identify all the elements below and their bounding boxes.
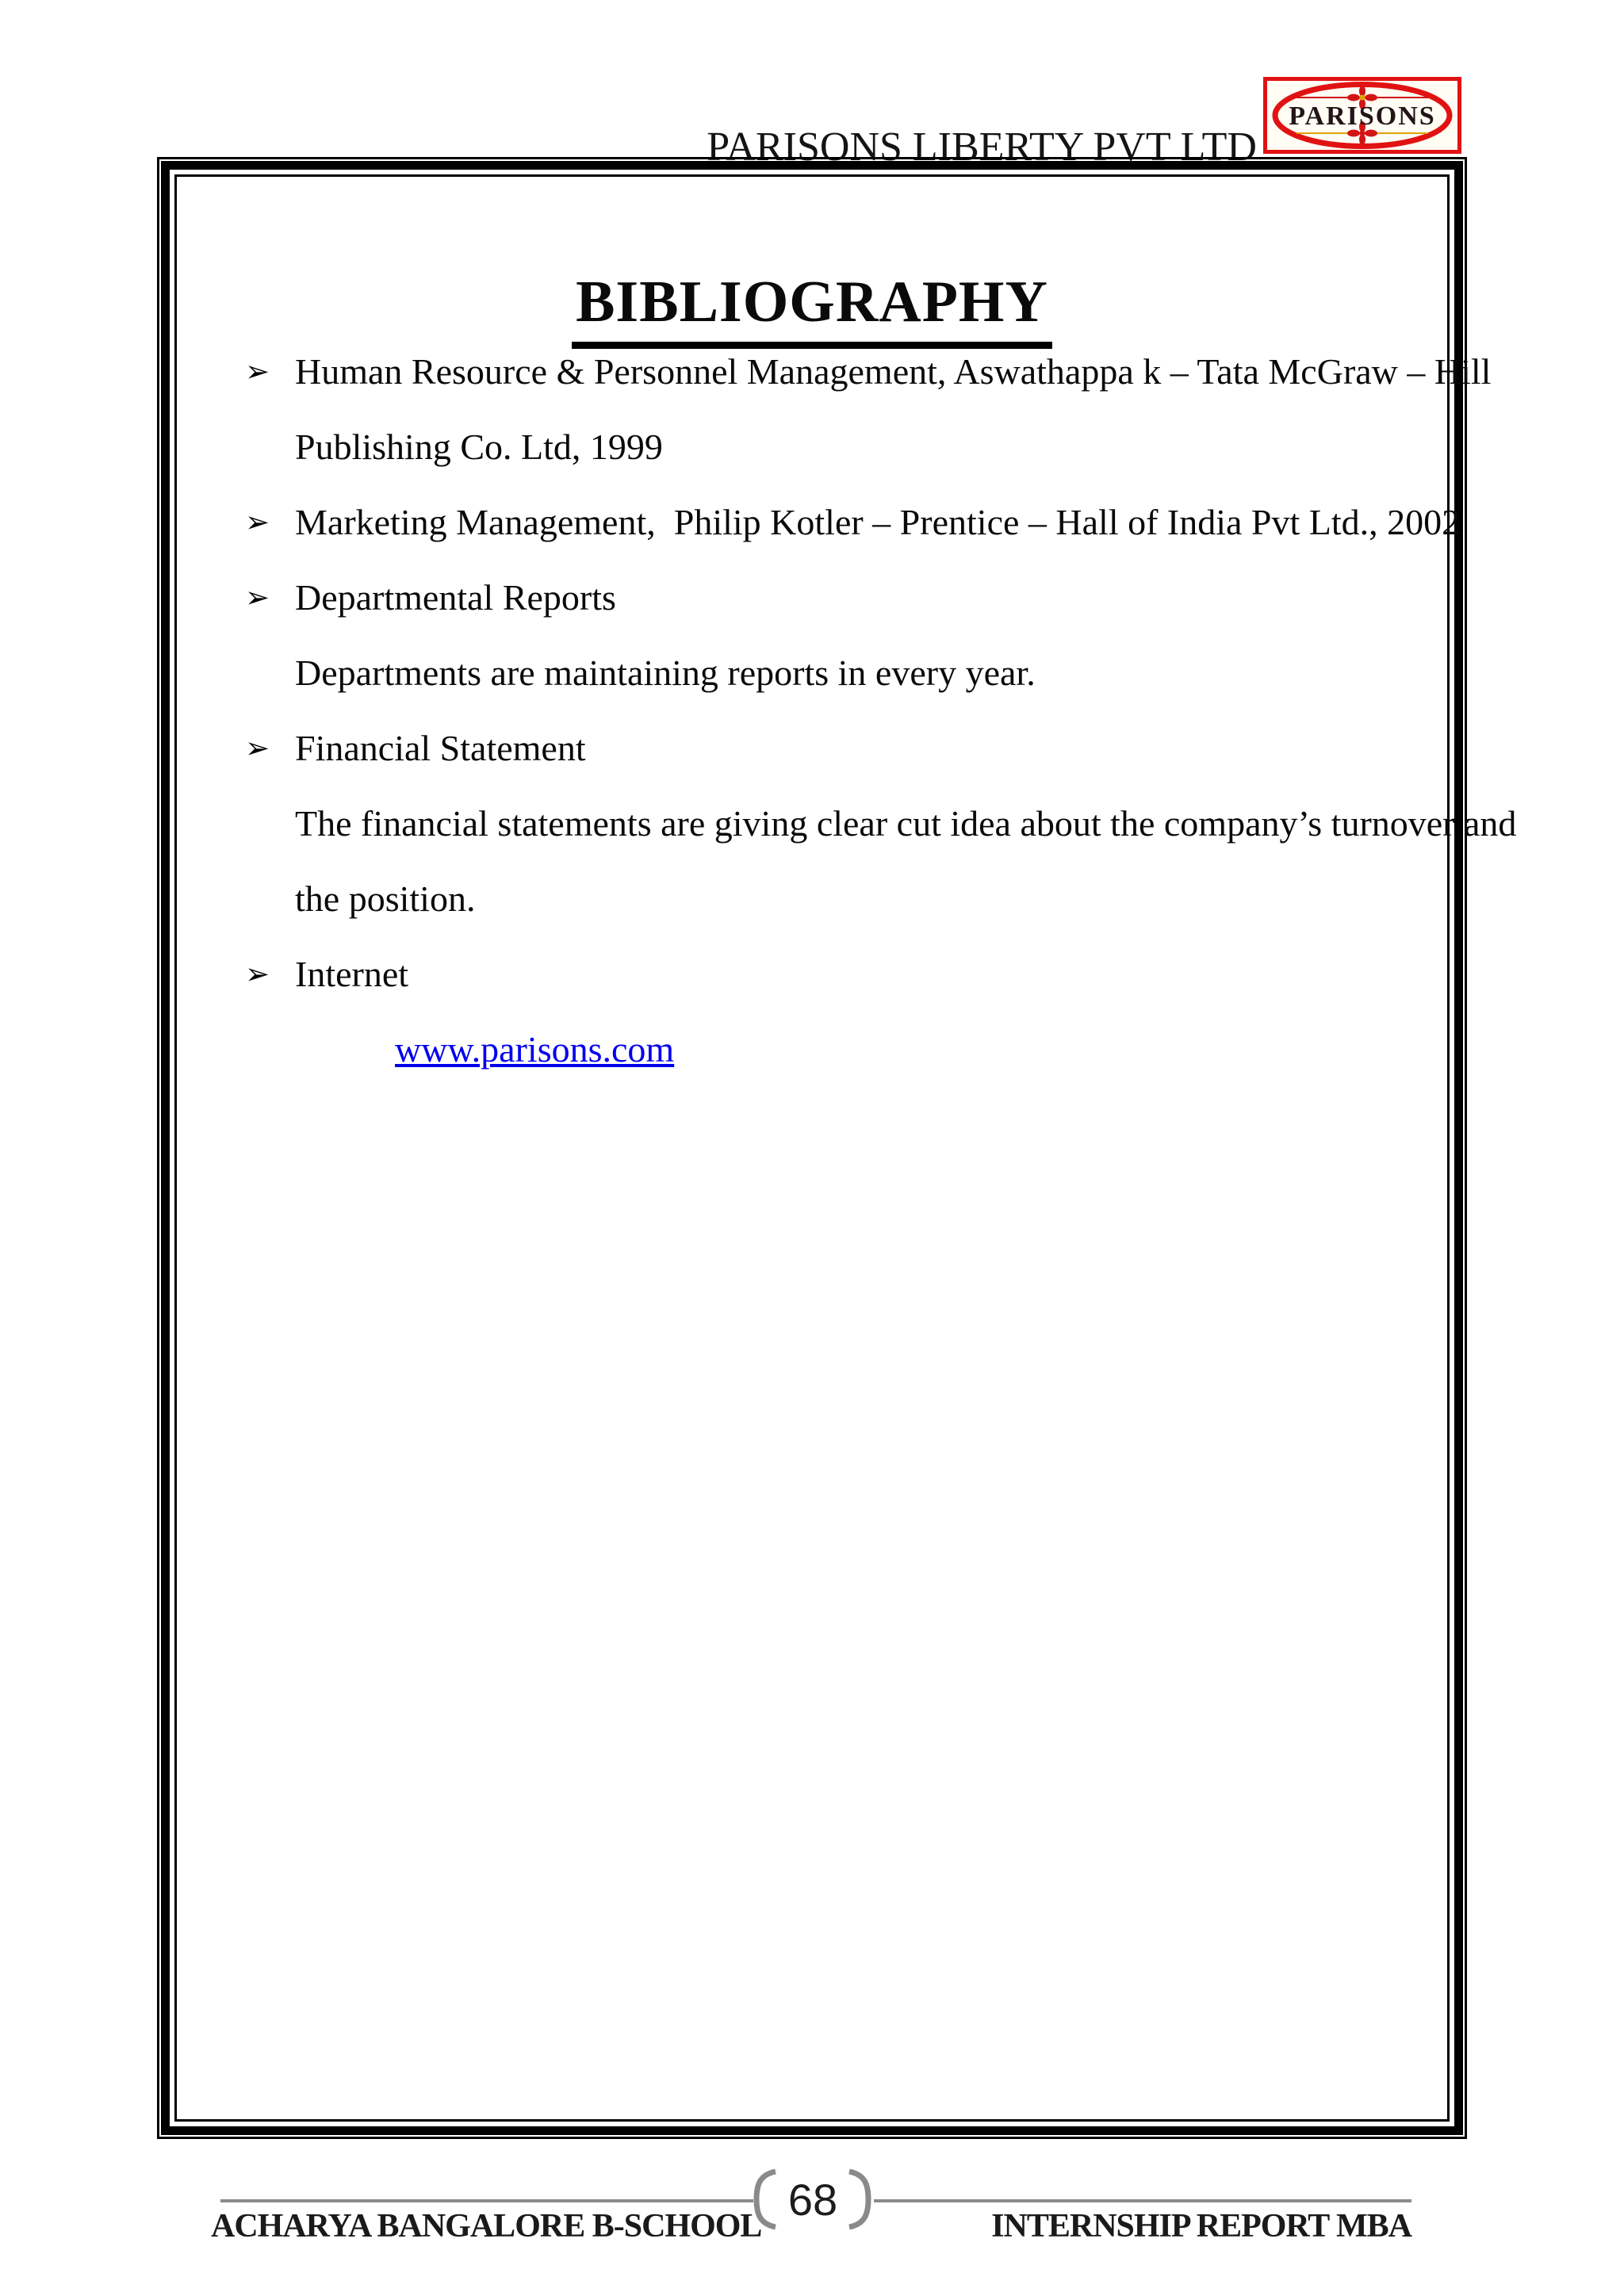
list-item	[245, 334, 1492, 409]
footer-school-name: ACHARYA BANGALORE B-SCHOOL	[211, 2208, 762, 2244]
arrow-bullet-icon: ➢	[245, 354, 270, 388]
arrow-bullet-icon: ➢	[245, 505, 270, 539]
footer-rule-left	[220, 2199, 753, 2202]
item-text: Departments are maintaining reports in every year.	[295, 652, 1036, 693]
list-item	[245, 635, 1433, 710]
parisons-logo	[1263, 77, 1461, 154]
footer-rule-right	[874, 2199, 1411, 2202]
list-item	[245, 936, 1433, 1012]
list-item	[245, 786, 1517, 861]
arrow-bullet-icon: ➢	[245, 731, 270, 765]
item-text: the position.	[295, 878, 476, 919]
bibliography-list	[245, 334, 1517, 1087]
item-text: Departmental Reports	[295, 577, 616, 618]
item-text: Internet	[295, 954, 409, 994]
page-border-thick-bar	[161, 161, 1517, 2135]
list-item	[245, 710, 1433, 786]
list-item	[245, 484, 1461, 560]
logo-brand-text: PARISONS	[1289, 101, 1436, 131]
arrow-bullet-icon: ➢	[245, 957, 270, 991]
page-title-text: BIBLIOGRAPHY	[572, 269, 1052, 349]
page-number-bracket-right-icon	[844, 2168, 875, 2231]
item-text: Human Resource & Personnel Management, Aswathappa k – Tata McGraw – Hill	[295, 351, 1492, 392]
item-text: Financial Statement	[295, 728, 586, 768]
footer-report-name: INTERNSHIP REPORT MBA	[991, 2208, 1411, 2244]
website-link[interactable]: www.parisons.com	[395, 1029, 675, 1070]
item-text: Marketing Management, Philip Kotler – Prentice – Hall of India Pvt Ltd., 2002	[295, 502, 1461, 542]
list-item	[245, 409, 1433, 484]
list-item	[245, 560, 1433, 635]
page-border-frame	[157, 157, 1517, 2139]
item-text: Publishing Co. Ltd, 1999	[295, 427, 663, 467]
page-number: 68	[787, 2174, 838, 2225]
arrow-bullet-icon: ➢	[245, 580, 270, 614]
list-item	[245, 1012, 1433, 1087]
company-header-title: PARISONS LIBERTY PVT LTD	[707, 124, 1257, 170]
page-content-area	[174, 174, 1517, 2122]
list-item	[245, 861, 1433, 936]
item-text: The financial statements are giving clear cut idea about the company’s turnover and	[295, 803, 1517, 844]
